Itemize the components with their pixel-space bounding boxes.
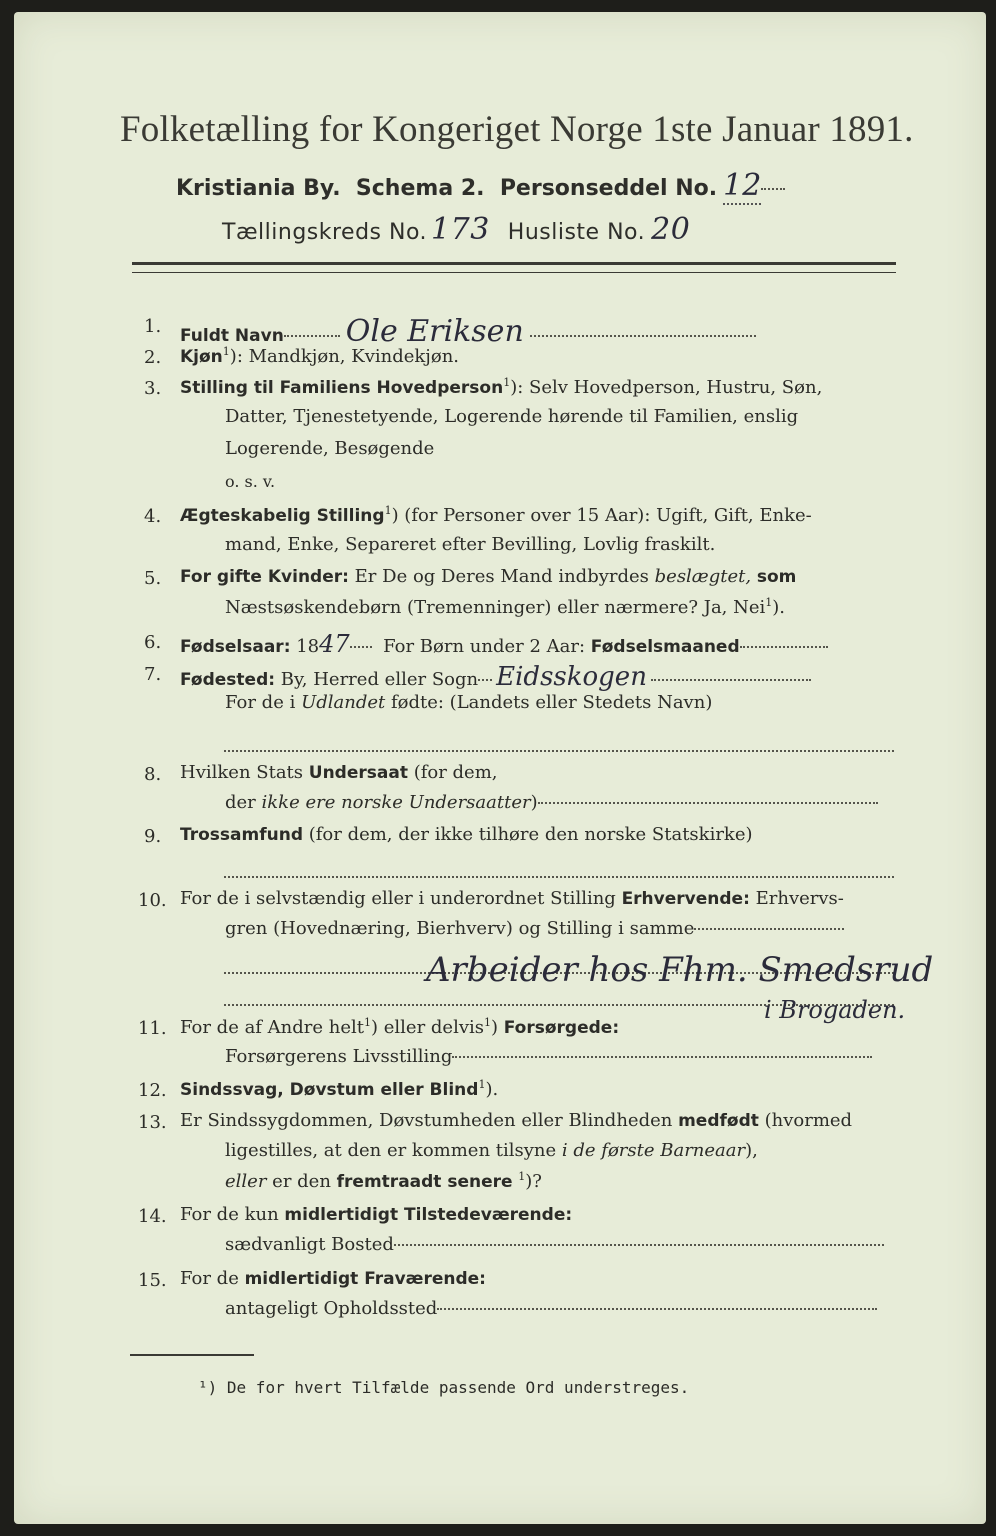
q3-text-2: Datter, Tjenestetyende, Logerende hørende til Familien, enslig (225, 406, 799, 427)
q11-row-1: For de af Andre helt$^1$) eller delvis$^1$) Forsørgede: (180, 1016, 620, 1038)
dotted-fill (284, 335, 340, 337)
footnote-divider (130, 1354, 254, 1356)
footnote-ref: 1 (765, 596, 773, 609)
q5-text-2: Næstsøskendebørn (Tremenninger) eller nærmere? Ja, Nei (225, 597, 766, 618)
q4-row-1 (180, 504, 812, 526)
q13-text-3b: er den (272, 1171, 331, 1192)
dotted-fill (350, 646, 372, 648)
q13-text-3c: )? (525, 1171, 542, 1192)
q8-text-2a: der (225, 792, 256, 813)
q15-label: midlertidigt Fraværende: (244, 1269, 486, 1289)
q15-number: 15. (138, 1270, 167, 1291)
q3-label: Stilling til Familiens Hovedperson (180, 378, 504, 398)
header-line-2 (176, 168, 785, 203)
q14-row-2 (225, 1234, 884, 1255)
q2-text: ): Mandkjøn, Kvindekjøn. (229, 346, 460, 367)
q5-text-2-end: ). (772, 597, 786, 618)
dotted-fill (538, 802, 878, 804)
footnote-mark: ¹) (198, 1378, 218, 1397)
q8-row-1 (180, 762, 498, 783)
q8-label: Undersaat (308, 763, 408, 783)
q13-text-3a: eller (225, 1171, 267, 1192)
husliste-label: Husliste No. (507, 220, 646, 245)
q8-text-2b: ikke ere norske Undersaatter (261, 792, 531, 813)
q14-text-2: sædvanligt Bosted (225, 1234, 394, 1255)
q13-label-2: fremtraadt senere (336, 1172, 513, 1192)
q3-row-1 (180, 376, 822, 398)
q6-text: For Børn under 2 Aar: (383, 636, 586, 657)
q14-row-1 (180, 1204, 572, 1225)
q8-text-1a: Hvilken Stats (180, 762, 304, 783)
q10-number: 10. (138, 890, 167, 911)
q7-text: By, Herred eller Sogn (280, 669, 479, 690)
q4-number: 4. (144, 506, 162, 527)
q3-text-4: o. s. v. (225, 472, 276, 491)
q10-occupation-value-2: i Brogaden. (764, 996, 906, 1024)
q15-text-1a: For de (180, 1268, 239, 1289)
q5-text-1a: Er De og Deres Mand indbyrdes (354, 566, 649, 587)
q12-row (180, 1078, 498, 1100)
q5-text-1b: beslægtet, (654, 566, 752, 587)
q5-number: 5. (144, 568, 162, 589)
dotted-fill (224, 876, 894, 878)
q13-text-2a: ligestilles, at den er kommen tilsyne (225, 1140, 557, 1161)
footnote-ref: 1 (503, 376, 511, 389)
q11-text-2: Forsørgerens Livsstilling (225, 1046, 453, 1067)
q15-text-2: antageligt Opholdssted (225, 1298, 438, 1319)
q1-row (180, 314, 756, 349)
q7-text-2a: For de i (225, 692, 296, 713)
q12-end: ). (485, 1079, 499, 1100)
header-line-3 (222, 212, 690, 247)
footnote-text: De for hvert Tilfælde passende Ord understreges. (226, 1378, 690, 1397)
personseddel-number: 12 (723, 168, 762, 203)
schema-label: Schema 2. (355, 176, 485, 201)
q10-label: Erhvervende: (621, 889, 750, 909)
q6-row (180, 630, 828, 658)
q6-label: Fødselsaar: (180, 637, 291, 657)
q8-row-2: der ikke ere norske Undersaatter) (225, 792, 878, 813)
footnote-ref: 1 (478, 1078, 486, 1091)
footnote (198, 1378, 689, 1397)
q10-occupation-value: Arbeider hos Fhm. Smedsrud (426, 950, 934, 990)
q13-row-2 (225, 1140, 758, 1161)
q10-text-1b: Erhvervs- (755, 888, 844, 909)
q6-birth-year-value: 47 (319, 630, 350, 658)
footnote-ref: 1 (384, 504, 392, 517)
q13-row-3 (225, 1170, 542, 1192)
dotted-fill (530, 335, 756, 337)
dotted-fill (437, 1308, 877, 1310)
q7-birthplace-value: Eidsskogen (496, 662, 647, 692)
q14-label: midlertidigt Tilstedeværende: (284, 1205, 573, 1225)
q9-dotted-line (224, 866, 894, 885)
q6-prefix: 18 (296, 636, 320, 657)
q13-text-1a: Er Sindssygdommen, Døvstumheden eller Blindheden (180, 1110, 673, 1131)
q11-label: Forsørgede: (503, 1018, 620, 1038)
header-divider (132, 262, 896, 265)
footnote-ref: 1 (484, 1016, 491, 1029)
q1-number: 1. (144, 316, 162, 337)
dotted-fill (651, 679, 811, 681)
q13-number: 13. (138, 1112, 167, 1133)
q11-text-1b: ) eller delvis (371, 1017, 484, 1038)
dotted-fill (452, 1056, 872, 1058)
footnote-ref: 1 (222, 345, 230, 358)
q15-row-1 (180, 1268, 486, 1289)
q7-number: 7. (144, 664, 162, 685)
q10-row-2 (225, 918, 844, 939)
q3-text-1: ): Selv Hovedperson, Hustru, Søn, (510, 377, 823, 398)
q13-row-1 (180, 1110, 852, 1131)
q13-text-2b: i de første Barneaar (561, 1140, 746, 1161)
q12-label: Sindssvag, Døvstum eller Blind (180, 1080, 479, 1100)
q11-row-2 (225, 1046, 872, 1067)
q13-label: medfødt (678, 1111, 759, 1131)
q13-text-2c: ), (745, 1140, 758, 1161)
q5-row-2 (225, 596, 785, 618)
q9-number: 9. (144, 826, 162, 847)
q8-text-1b: (for dem, (413, 762, 498, 783)
q10-text-2: gren (Hovednæring, Bierhverv) og Stilling i samme (225, 918, 695, 939)
q7-row-2 (225, 692, 712, 713)
q12-number: 12. (138, 1080, 167, 1101)
footnote-ref: 1 (518, 1170, 526, 1183)
taellingskreds-number: 173 (431, 212, 490, 247)
q14-number: 14. (138, 1206, 167, 1227)
q9-row (180, 824, 753, 845)
header-divider-thin (132, 272, 896, 273)
q6-number: 6. (144, 632, 162, 653)
q3-number: 3. (144, 378, 162, 399)
footnote-ref: 1 (364, 1016, 372, 1029)
q9-label: Trossamfund (180, 825, 303, 845)
dotted-fill (740, 646, 828, 648)
q4-label: Ægteskabelig Stilling (180, 506, 385, 526)
q9-text: (for dem, der ikke tilhøre den norske Statskirke) (308, 824, 753, 845)
q13-text-1b: (hvormed (764, 1110, 853, 1131)
q4-text-1: ) (for Personer over 15 Aar): Ugift, Gift, Enke- (391, 505, 812, 526)
personseddel-label: Personseddel No. (499, 176, 718, 201)
q14-text-1a: For de kun (180, 1204, 279, 1225)
q10-row-1 (180, 888, 844, 909)
q5-label: For gifte Kvinder: (180, 567, 349, 587)
dotted-fill (761, 188, 785, 190)
q5-text-1c: som (756, 567, 797, 587)
q7-text-2b: Udlandet (301, 692, 386, 713)
taellingskreds-label: Tællingskreds No. (222, 220, 428, 245)
q7-label: Fødested: (180, 670, 276, 690)
q3-text-3: Logerende, Besøgende (225, 438, 435, 459)
q11-number: 11. (138, 1018, 167, 1039)
q4-text-2: mand, Enke, Separeret efter Bevilling, Lovlig fraskilt. (225, 534, 716, 555)
q1-label: Fuldt Navn (180, 326, 284, 346)
q2-number: 2. (144, 347, 162, 368)
form-title: Folketælling for Kongeriget Norge 1ste Januar 1891. (120, 109, 914, 150)
q7-row-1 (180, 662, 811, 692)
q15-row-2 (225, 1298, 877, 1319)
dotted-fill (224, 750, 894, 752)
q1-full-name-value: Ole Eriksen (345, 314, 524, 349)
q8-number: 8. (144, 764, 162, 785)
q6-label-2: Fødselsmaaned (590, 637, 740, 657)
husliste-number: 20 (651, 212, 691, 247)
dotted-fill (394, 1244, 884, 1246)
q7-dotted-line (224, 740, 894, 759)
q10-text-1: For de i selvstændig eller i underordnet Stilling (180, 888, 616, 909)
dotted-fill (478, 679, 492, 681)
q11-text-1: For de af Andre helt (180, 1017, 365, 1038)
q7-text-2c: fødte: (Landets eller Stedets Navn) (390, 692, 713, 713)
q2-label: Kjøn (180, 347, 223, 367)
q2-row (180, 345, 459, 367)
city-label: Kristiania By. (176, 176, 341, 201)
dotted-fill (694, 928, 844, 930)
q5-row-1 (180, 566, 796, 587)
